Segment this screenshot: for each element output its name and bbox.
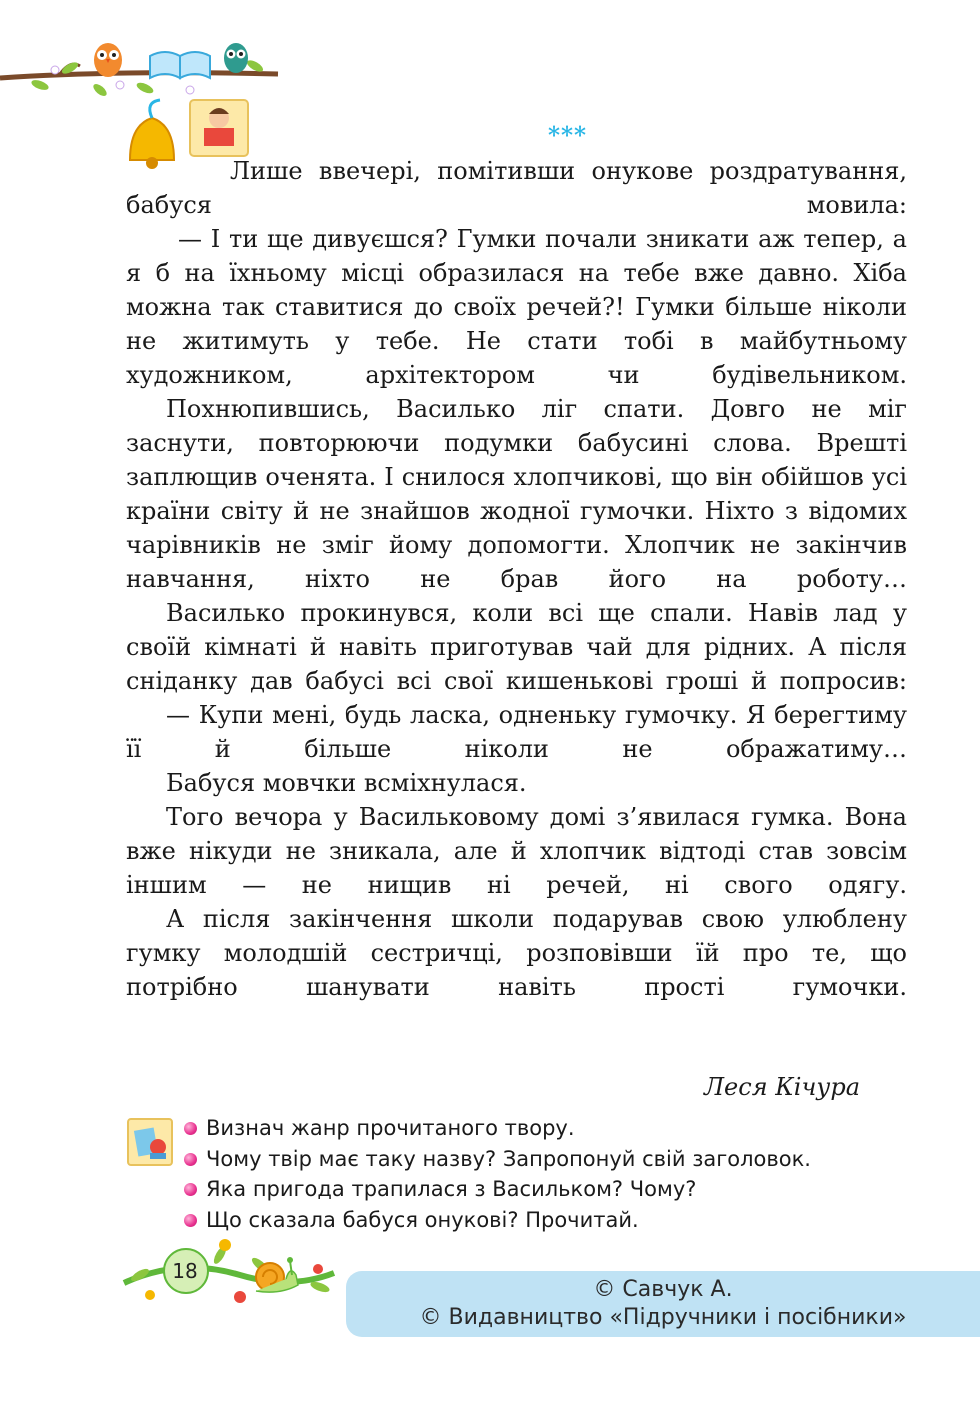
copyright-author: © Савчук А. — [593, 1277, 733, 1302]
story-paragraph: Похнюпившись, Василько ліг спати. Довго не міг заснути, повторюючи подумки бабусині слова. Врешті заплющив оченята. І снилося хлопчикові, що він обійшов усі країни світу й не знайшов жодної гумочки. Ніхто з відомих чарівників не зміг йому допомогти. Хлопчик не закінчив навчання, ніхто не брав його на роботу… — [126, 395, 907, 593]
story-paragraph: А після закінчення школи подарував свою улюблену гумку молодшій сестричці, розповівши їй про те, що потрібно шанувати навіть прості гумочки. — [126, 905, 907, 1001]
story-paragraph: Бабуся мовчки всміхнулася. — [166, 769, 527, 797]
story-paragraph: — І ти ще дивуєшся? Гумки почали зникати аж тепер, а я б на їхньому місці образилася на тебе вже давно. Хіба можна так ставитися до своїх речей?! Гумки більше ніколи не житимуть у тебе. Не стати тобі в майбутньому художником, архітектором чи будівельником. — [126, 225, 907, 389]
story-paragraph: Василько прокинувся, коли всі ще спали. Навів лад у своїй кімнаті й навіть приготував чай для рідних. А після сніданку дав бабусі всі свої кишенькові гроші й попросив: — [126, 599, 907, 695]
question-text: Визнач жанр прочитаного твору. — [206, 1116, 575, 1140]
copyright-banner — [346, 1271, 980, 1337]
questions-list — [184, 1113, 811, 1235]
bullet-icon — [184, 1122, 197, 1135]
question-text: Яка пригода трапилася з Васильком? Чому? — [206, 1177, 697, 1201]
section-separator: *** — [547, 122, 588, 149]
story-text — [126, 154, 907, 1004]
question-item — [184, 1113, 811, 1144]
bullet-icon — [184, 1153, 197, 1166]
question-text: Що сказала бабуся онукові? Прочитай. — [206, 1207, 639, 1232]
bullet-icon — [184, 1214, 197, 1227]
question-item — [184, 1144, 811, 1175]
page-number: 18 — [172, 1259, 198, 1283]
owls-branch-book-decoration — [0, 30, 280, 170]
flowers-snail-decoration — [120, 1235, 340, 1310]
question-item — [184, 1174, 811, 1205]
story-paragraph: — Купи мені, будь ласка, одненьку гумочку. Я берегтиму її й більше ніколи не ображатиму… — [126, 701, 907, 763]
question-text: Чому твір має таку назву? Запропонуй свій заголовок. — [206, 1146, 811, 1171]
story-paragraph: Того вечора у Васильковому домі з’явилася гумка. Вона вже нікуди не зникала, але й хлопчик відтоді став зовсім іншим — не нищив ні речей, ні свого одягу. — [126, 803, 907, 899]
task-notebook-icon — [124, 1115, 178, 1169]
story-author: Леся Кічура — [704, 1073, 860, 1101]
copyright-publisher: © Видавництво «Підручники і посібники» — [419, 1305, 907, 1330]
question-item — [184, 1205, 811, 1236]
bullet-icon — [184, 1183, 197, 1196]
story-paragraph: Лише ввечері, помітивши онукове роздратування, бабуся мовила: — [126, 157, 907, 219]
